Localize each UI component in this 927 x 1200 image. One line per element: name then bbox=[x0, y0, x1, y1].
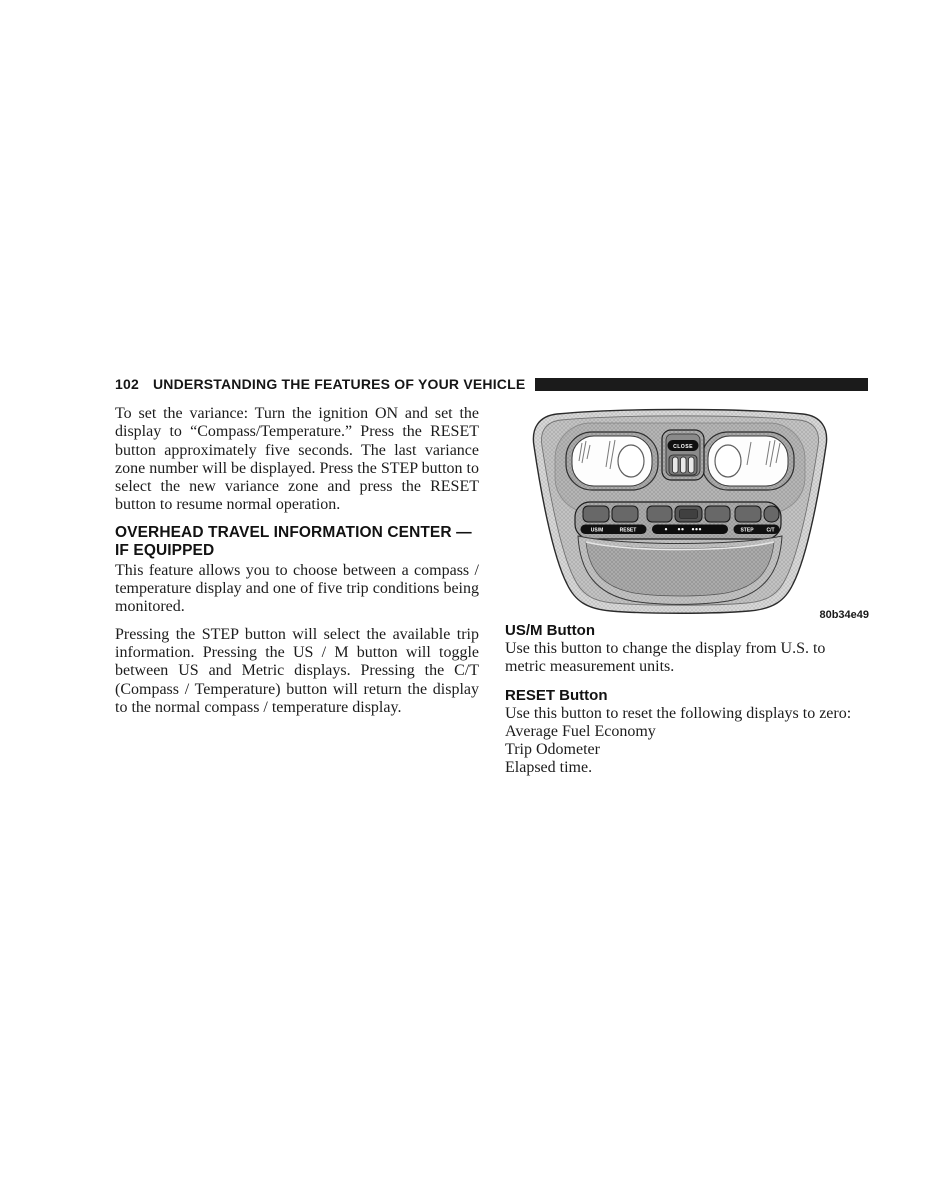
paragraph-reset-intro: Use this button to reset the following displays to zero: bbox=[505, 704, 852, 722]
right-lamp-bulb bbox=[715, 445, 741, 477]
trip-computer-control-panel bbox=[575, 502, 781, 539]
sunroof-switch bbox=[669, 455, 697, 475]
right-column bbox=[505, 405, 869, 777]
step-button bbox=[735, 506, 761, 522]
reset-button-label: RESET bbox=[619, 527, 637, 534]
display-window bbox=[652, 525, 728, 535]
console-illustration-figure bbox=[505, 405, 869, 622]
paragraph-feature: This feature allows you to choose between a compass / temperature display and one of five trip conditions being monitored. bbox=[115, 561, 479, 616]
section-heading-overhead-travel: OVERHEAD TRAVEL INFORMATION CENTER — IF EQUIPPED bbox=[115, 523, 472, 560]
left-column bbox=[115, 405, 479, 717]
reset-item-elapsed-time: Elapsed time. bbox=[505, 759, 593, 777]
ct-button-label: C/T bbox=[766, 527, 775, 534]
figure-code: 80b34e49 bbox=[819, 609, 869, 621]
paragraph-usm: Use this button to change the display from U.S. to metric measurement units. bbox=[505, 640, 826, 676]
usm-button bbox=[583, 506, 609, 522]
reset-item-trip-odometer: Trip Odometer bbox=[505, 741, 600, 758]
usm-button-label: US/M bbox=[590, 527, 604, 534]
right-lamp bbox=[702, 432, 794, 490]
heading-reset-button: RESET Button bbox=[505, 686, 608, 704]
reset-item-average-fuel-economy: Average Fuel Economy bbox=[505, 722, 656, 740]
page-header bbox=[115, 376, 868, 392]
left-lamp-bulb bbox=[618, 445, 644, 477]
header-rule-bar bbox=[535, 378, 868, 391]
left-lamp bbox=[566, 432, 658, 490]
paragraph-pressing: Pressing the STEP button will select the available trip information. Pressing the US / M button will toggle between US and Metric displays. Pressing the C/T (Compass / Temperature) button will return the display to the normal compass / temperature display. bbox=[115, 625, 479, 716]
page-number: 102 bbox=[115, 376, 139, 392]
overhead-console-illustration bbox=[525, 405, 835, 615]
paragraph-variance: To set the variance: Turn the ignition ON and set the display to “Compass/Temperature.” Press the RESET button approximately five seconds. The last variance zone number will be displayed. Press the STEP button to select the new variance zone and press the RESET button to resume normal operation. bbox=[115, 405, 479, 514]
close-button-label: CLOSE bbox=[673, 444, 693, 451]
reset-button bbox=[612, 506, 638, 522]
heading-usm-button: US/M Button bbox=[505, 622, 595, 639]
ct-button bbox=[764, 506, 779, 522]
step-button-label: STEP bbox=[740, 527, 754, 534]
page-header-title: UNDERSTANDING THE FEATURES OF YOUR VEHICLE bbox=[152, 376, 526, 392]
sunroof-close-module bbox=[662, 430, 704, 480]
